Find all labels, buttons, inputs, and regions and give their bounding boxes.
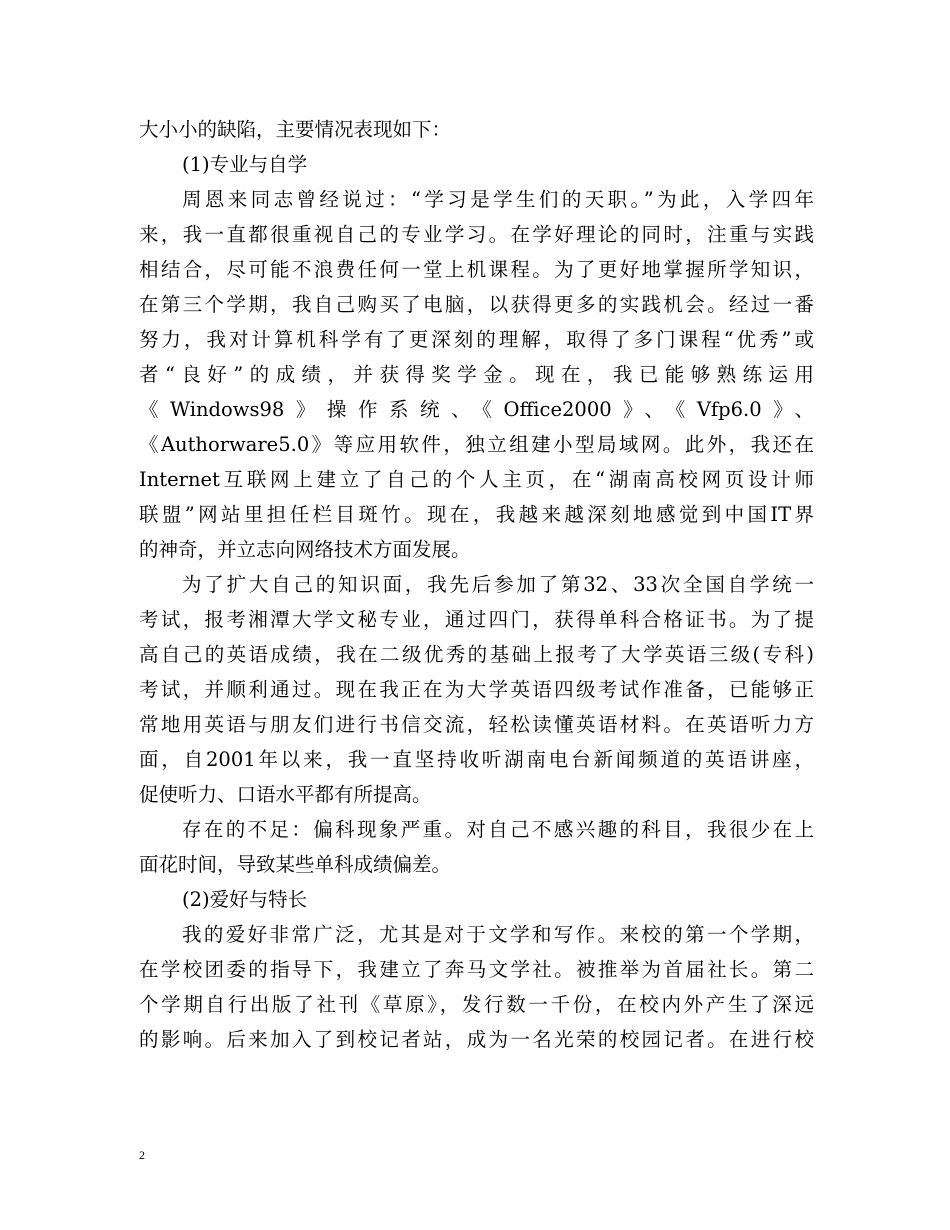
- paragraph-line: 我的爱好非常广泛，尤其是对于文学和写作。来校的第一个学期，: [182, 923, 814, 946]
- paragraph-line: 存在的不足：偏科现象严重。对自己不感兴趣的科目，我很少在上: [182, 818, 814, 841]
- paragraph-line: 在学校团委的指导下，我建立了奔马文学社。被推举为首届社长。第二: [139, 958, 814, 981]
- document-body: [139, 112, 814, 1057]
- paragraph-line: 个学期自行出版了社刊《草原》，发行数一千份，在校内外产生了深远: [139, 993, 814, 1016]
- text-line: 大小小的缺陷，主要情况表现如下：: [139, 118, 452, 141]
- paragraph-line: 考试，并顺利通过。现在我正在为大学英语四级考试作准备，已能够正: [139, 678, 814, 701]
- paragraph-line: 在第三个学期，我自己购买了电脑，以获得更多的实践机会。经过一番: [139, 293, 814, 316]
- paragraph-line: 常地用英语与朋友们进行书信交流，轻松读懂英语材料。在英语听力方: [139, 713, 814, 736]
- paragraph-line: 面花时间，导致某些单科成绩偏差。: [139, 853, 452, 876]
- paragraph-line: 联盟”网站里担任栏目斑竹。现在，我越来越深刻地感觉到中国IT界: [139, 503, 814, 526]
- paragraph-line: 者“良好”的成绩，并获得奖学金。现在，我已能够熟练运用: [139, 363, 814, 386]
- paragraph-line: 周恩来同志曾经说过：“学习是学生们的天职。”为此，入学四年: [182, 188, 814, 211]
- paragraph-line: 《Authorware5.0》等应用软件，独立组建小型局域网。此外，我还在: [139, 433, 814, 456]
- paragraph-line: 面，自2001年以来，我一直坚持收听湖南电台新闻频道的英语讲座，: [139, 748, 814, 771]
- section-heading: (1)专业与自学: [182, 153, 308, 176]
- paragraph-line: 努力，我对计算机科学有了更深刻的理解，取得了多门课程“优秀”或: [139, 328, 814, 351]
- paragraph-line: 的神奇，并立志向网络技术方面发展。: [139, 538, 471, 561]
- paragraph-line: 的影响。后来加入了到校记者站，成为一名光荣的校园记者。在进行校: [139, 1028, 814, 1051]
- page-number: 2: [139, 1148, 145, 1162]
- paragraph-line: 《Windows98》操作系统、《Office2000》、《Vfp6.0》、: [139, 398, 814, 421]
- section-heading: (2)爱好与特长: [182, 888, 308, 911]
- paragraph-line: 相结合，尽可能不浪费任何一堂上机课程。为了更好地掌握所学知识，: [139, 258, 814, 281]
- paragraph-line: 来，我一直都很重视自己的专业学习。在学好理论的同时，注重与实践: [139, 223, 814, 246]
- paragraph-line: 考试，报考湘潭大学文秘专业，通过四门，获得单科合格证书。为了提: [139, 608, 814, 631]
- paragraph-line: 促使听力、口语水平都有所提高。: [139, 783, 432, 806]
- paragraph-line: 高自己的英语成绩，我在二级优秀的基础上报考了大学英语三级(专科): [139, 643, 814, 666]
- paragraph-line: Internet互联网上建立了自己的个人主页，在“湖南高校网页设计师: [139, 468, 814, 491]
- paragraph-line: 为了扩大自己的知识面，我先后参加了第32、33次全国自学统一: [182, 573, 814, 596]
